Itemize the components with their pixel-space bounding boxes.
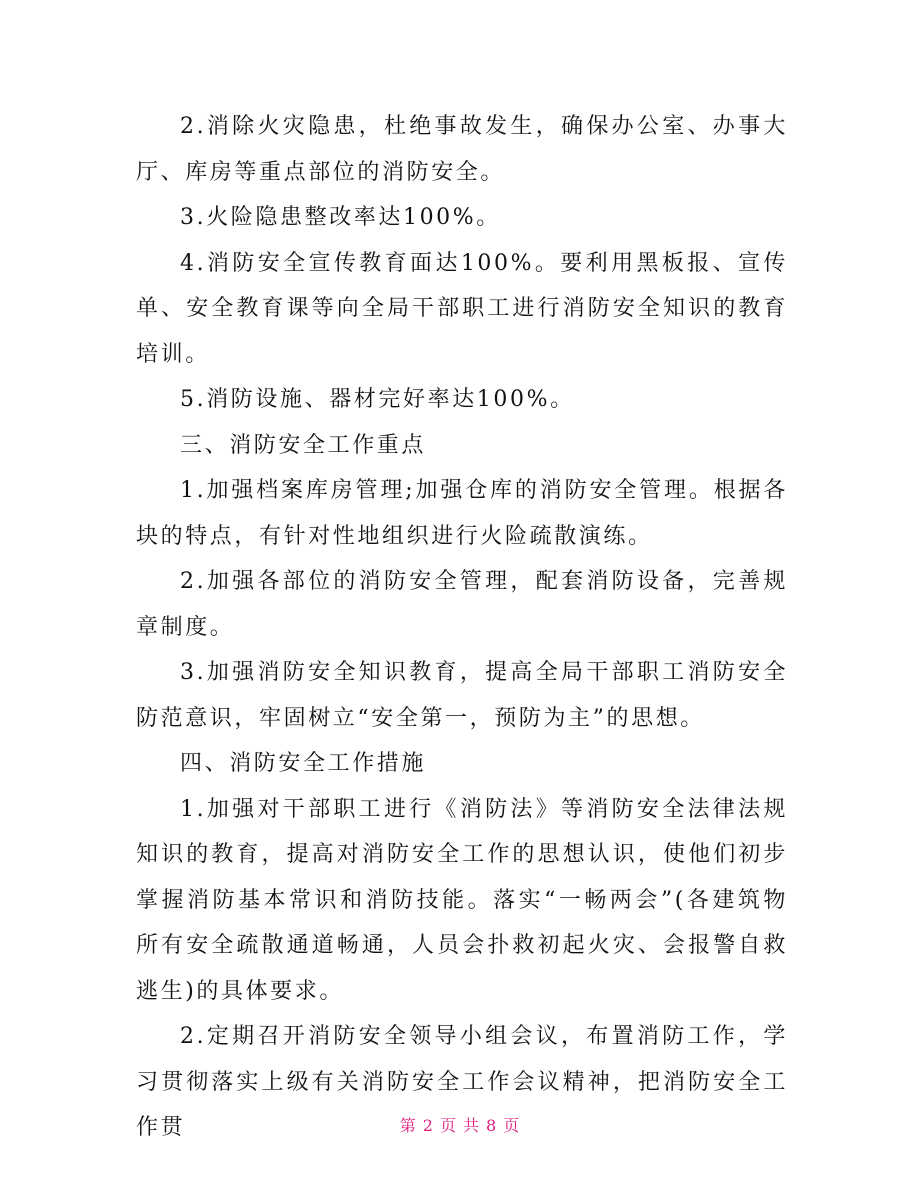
section-heading-4: 四、消防安全工作措施 <box>180 751 427 776</box>
page-footer <box>0 1113 920 1136</box>
footer-total-word: 共 <box>463 1116 481 1135</box>
paragraph-measure-1: 1.加强对干部职工进行《消防法》等消防安全法律法规知识的教育，提高对消防安全工作的思想认识，使他们初步掌握消防基本常识和消防技能。落实“一畅两会”(各建筑物所有安全疏散通道畅通，人员会扑救初起火灾、会报警自救逃生)的具体要求。 <box>136 796 788 1004</box>
footer-prefix: 第 <box>399 1116 417 1135</box>
paragraph-item-2: 2.消除火灾隐患，杜绝事故发生，确保办公室、办事大厅、库房等重点部位的消防安全。 <box>136 114 788 185</box>
paragraph-focus-3: 3.加强消防安全知识教育，提高全局干部职工消防安全防范意识，牢固树立“安全第一，预防为主”的思想。 <box>136 660 788 731</box>
paragraph-measure-2: 2.定期召开消防安全领导小组会议，布置消防工作，学习贯彻落实上级有关消防安全工作会议精神，把消防安全工作贯 <box>136 1024 788 1140</box>
section-heading-3: 三、消防安全工作重点 <box>180 432 427 458</box>
paragraph-item-3: 3.火险隐患整改率达100%。 <box>180 205 501 230</box>
paragraph-focus-1: 1.加强档案库房管理;加强仓库的消防安全管理。根据各块的特点，有针对性地组织进行火险疏散演练。 <box>136 478 788 549</box>
footer-current-page: 2 <box>422 1116 434 1135</box>
footer-total-pages: 8 <box>486 1116 498 1135</box>
paragraph-item-5: 5.消防设施、器材完好率达100%。 <box>180 387 575 412</box>
paragraph-item-4: 4.消防安全宣传教育面达100%。要利用黑板报、宣传单、安全教育课等向全局干部职工进行消防安全知识的教育培训。 <box>136 250 788 367</box>
document-body <box>136 104 788 1151</box>
footer-page-word: 页 <box>439 1116 457 1135</box>
footer-suffix: 页 <box>503 1116 521 1135</box>
paragraph-focus-2: 2.加强各部位的消防安全管理，配套消防设备，完善规章制度。 <box>136 569 788 640</box>
